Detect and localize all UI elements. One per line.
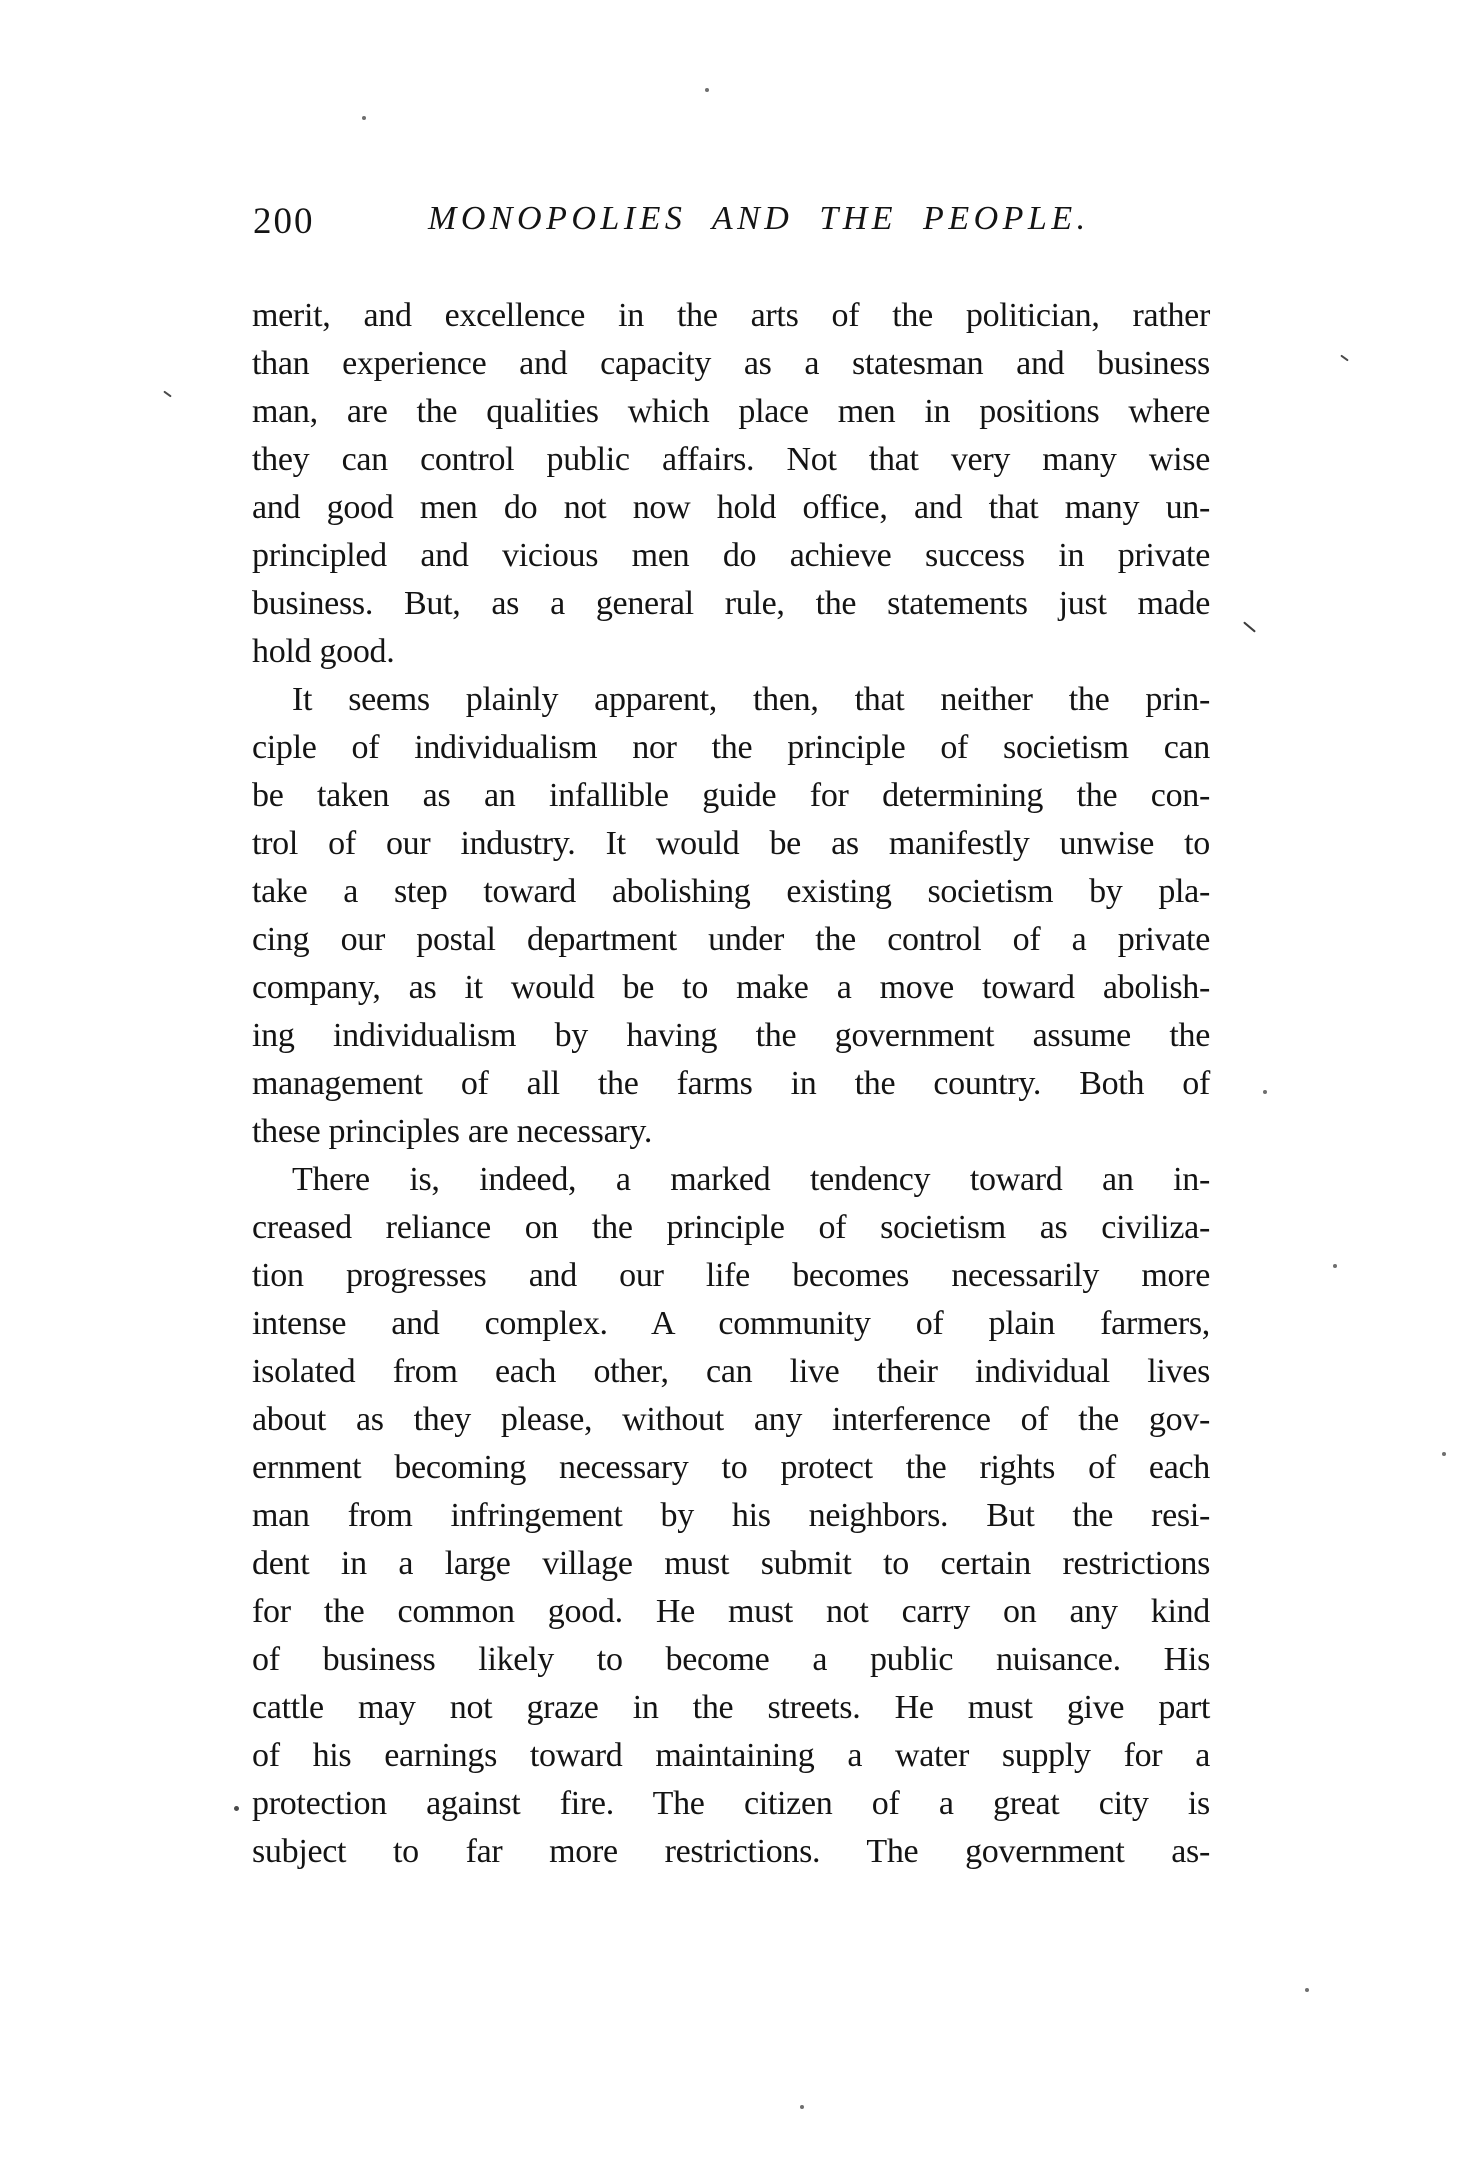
text-line: dent in a large village must submit to certain restrictions [252,1545,1210,1582]
text-line: It seems plainly apparent, then, that neither the prin- [292,681,1210,718]
text-line: than experience and capacity as a statesman and business [252,345,1210,382]
page-header [0,0,1460,260]
text-line: ing individualism by having the government assume the [252,1017,1210,1054]
text-line: of business likely to become a public nuisance. His [252,1641,1210,1678]
text-line: ciple of individualism nor the principle of societism can [252,729,1210,766]
text-line: principled and vicious men do achieve success in private [252,537,1210,574]
scan-speck [800,2105,804,2109]
text-line: subject to far more restrictions. The government as- [252,1833,1210,1870]
text-line: be taken as an infallible guide for determining the con- [252,777,1210,814]
text-line: they can control public affairs. Not that very many wise [252,441,1210,478]
text-line: isolated from each other, can live their individual lives [252,1353,1210,1390]
scan-speck [705,88,709,92]
scan-speck [163,391,172,398]
text-line: tion progresses and our life becomes necessarily more [252,1257,1210,1294]
text-line: There is, indeed, a marked tendency toward an in- [292,1161,1210,1198]
text-line: for the common good. He must not carry on any kind [252,1593,1210,1630]
paragraph [252,1156,1210,1876]
text-line: cattle may not graze in the streets. He must give part [252,1689,1210,1726]
text-line: take a step toward abolishing existing societism by pla- [252,873,1210,910]
text-line: company, as it would be to make a move toward abolish- [252,969,1210,1006]
scan-speck [1305,1988,1309,1992]
scan-speck [1333,1264,1337,1268]
page-number: 200 [253,201,315,242]
paragraph [252,292,1210,676]
text-line: of his earnings toward maintaining a water supply for a [252,1737,1210,1774]
scan-speck [1340,355,1349,362]
text-line: creased reliance on the principle of societism as civiliza- [252,1209,1210,1246]
text-line: hold good. [252,633,395,670]
text-line: trol of our industry. It would be as manifestly unwise to [252,825,1210,862]
text-line: business. But, as a general rule, the statements just made [252,585,1210,622]
text-line: intense and complex. A community of plain farmers, [252,1305,1210,1342]
text-line: man from infringement by his neighbors. But the resi- [252,1497,1210,1534]
running-title: MONOPOLIES AND THE PEOPLE. [428,200,1090,237]
text-line: man, are the qualities which place men in positions where [252,393,1210,430]
scan-speck [362,116,366,120]
text-line: management of all the farms in the country. Both of [252,1065,1210,1102]
scan-speck [1243,621,1256,632]
scan-speck [234,1806,239,1811]
text-line: these principles are necessary. [252,1113,653,1150]
text-line: ernment becoming necessary to protect the rights of each [252,1449,1210,1486]
scan-speck [1442,1452,1446,1456]
text-line: and good men do not now hold office, and that many un- [252,489,1210,526]
paragraph [252,676,1210,1156]
text-line: about as they please, without any interference of the gov- [252,1401,1210,1438]
text-line: cing our postal department under the control of a private [252,921,1210,958]
body-text [252,292,1210,1876]
text-line: merit, and excellence in the arts of the politician, rather [252,297,1210,334]
scan-speck [1263,1090,1267,1094]
text-line: protection against fire. The citizen of a great city is [252,1785,1210,1822]
